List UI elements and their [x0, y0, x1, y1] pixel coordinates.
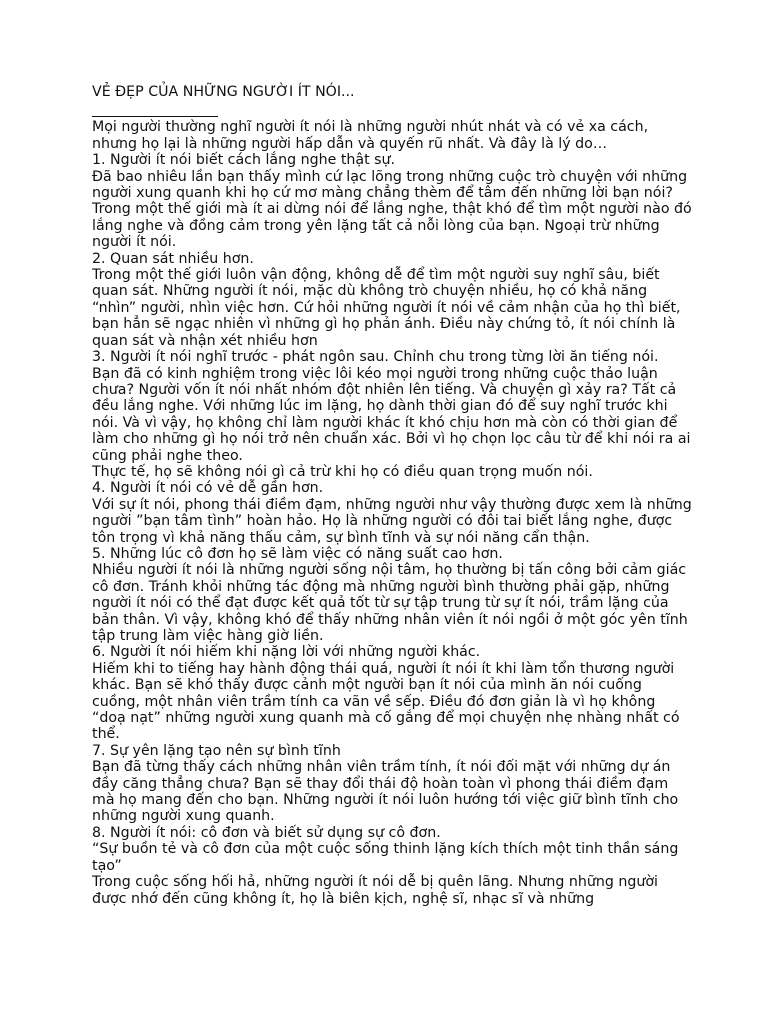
heading-8: 8. Người ít nói: cô đơn và biết sử dụng sự cô đơn. [92, 824, 441, 841]
body-paragraph: Bạn đã từng thấy cách những nhân viên trầm tính, ít nói đối mặt với những dự án đầy căng thẳng chưa? Bạn sẽ thay đổi thái độ hoàn toàn vì phong thái điềm đạm mà họ mang đến cho bạn. Những người ít nói luôn hướng tới việc giữ bình tĩnh cho những người xung quanh. [92, 759, 679, 825]
heading-4: 4. Người ít nói có vẻ dễ gần hơn. [92, 480, 324, 497]
body-paragraph: Trong một thế giới luôn vận động, không dễ để tìm một người suy nghĩ sâu, biết quan sát. Những người ít nói, mặc dù không trò chuyện nhiều, họ có khả năng “nhìn” người, nhìn việc hơn. Cứ hỏi những người ít nói về cảm nhận của họ thì biết, bạn hẳn sẽ ngạc nhiên vì những gì họ phản ánh. Điều này chứng tỏ, ít nói chính là quan sát và nhận xét nhiều hơn [92, 267, 681, 349]
quote-paragraph: “Sự buồn tẻ và cô đơn của một cuộc sống thinh lặng kích thích một tinh thần sáng tạo” [92, 841, 679, 874]
body-paragraph: Hiếm khi to tiếng hay hành động thái quá, người ít nói ít khi làm tổn thương người khác. Bạn sẽ khó thấy được cảnh một người bạn ít nói của mình ăn nói cuống cuồng, một nhân viên trầm tính ca vãn về sếp. Điều đó đơn giản là vì họ không “doạ nạt” những người xung quanh mà cố gắng để mọi chuyện nhẹ nhàng nhất có thể. [92, 660, 680, 743]
heading-5: 5. Những lúc cô đơn họ sẽ làm việc có năng suất cao hơn. [92, 545, 503, 562]
body-paragraph: Trong cuộc sống hối hả, những người ít nói dễ bị quên lãng. Nhưng những người được nhớ đến cũng không ít, họ là biên kịch, nghệ sĩ, nhạc sĩ và những [92, 874, 659, 907]
document-page [92, 84, 692, 907]
intro-paragraph: Mọi người thường nghĩ người ít nói là những người nhút nhát và có vẻ xa cách, nhưng họ lại là những người hấp dẫn và quyến rũ nhất. Và đây là lý do… [92, 119, 649, 152]
body-paragraph: Đã bao nhiêu lần bạn thấy mình cứ lạc lõng trong những cuộc trò chuyện với những người xung quanh khi họ cứ mơ màng chẳng thèm để tâm đến những lời bạn nói? Trong một thế giới mà ít ai dừng nói để lắng nghe, thật khó để tìm một người nào đó lắng nghe và đồng cảm trong yên lặng tất cả nỗi lòng của bạn. Ngoại trừ những người ít nói. [92, 168, 692, 251]
heading-2: 2. Quan sát nhiều hơn. [92, 250, 254, 267]
title-underline [92, 116, 218, 117]
body-paragraph: Nhiều người ít nói là những người sống nội tâm, họ thường bị tấn công bởi cảm giác cô đơn. Tránh khỏi những tác động mà những người bình thường phải gặp, những người ít nói có thể đạt được kết quả tốt từ sự tập trung từ sự ít nói, trầm lặng của bản thân. Vì vậy, không khó để thấy những nhân viên ít nói ngồi ở một góc yên tĩnh tập trung làm việc hàng giờ liền. [92, 562, 688, 644]
heading-6: 6. Người ít nói hiếm khi nặng lời với những người khác. [92, 644, 481, 661]
document-body [92, 119, 692, 907]
heading-1: 1. Người ít nói biết cách lắng nghe thật sự. [92, 152, 396, 169]
heading-7: 7. Sự yên lặng tạo nên sự bình tĩnh [92, 742, 341, 759]
heading-3: 3. Người ít nói nghĩ trước - phát ngôn sau. Chỉnh chu trong từng lời ăn tiếng nói. [92, 349, 659, 366]
body-paragraph: Bạn đã có kinh nghiệm trong việc lôi kéo mọi người trong những cuộc thảo luận chưa? Người vốn ít nói nhất nhóm đột nhiên lên tiếng. Và chuyện gì xảy ra? Tất cả đều lắng nghe. Với những lúc im lặng, họ dành thời gian đó để suy nghĩ trước khi nói. Và vì vậy, họ không chỉ làm người khác ít khó chịu hơn mà còn có thời gian để làm cho những gì họ nói trở nên chuẩn xác. Bởi vì họ chọn lọc câu từ để khi nói ra ai cũng phải nghe theo. [92, 365, 691, 464]
body-paragraph: Với sự ít nói, phong thái điềm đạm, những người như vậy thường được xem là những người ”bạn tâm tình” hoàn hảo. Họ là những người có đôi tai biết lắng nghe, được tôn trọng vì khả năng thấu cảm, sự bình tĩnh và sự nói năng cẩn thận. [92, 496, 692, 546]
document-title: VẺ ĐẸP CỦA NHỮNG NGƯỜI ÍT NÓI... [92, 84, 355, 100]
body-paragraph: Thực tế, họ sẽ không nói gì cả trừ khi họ có điều quan trọng muốn nói. [92, 463, 593, 480]
